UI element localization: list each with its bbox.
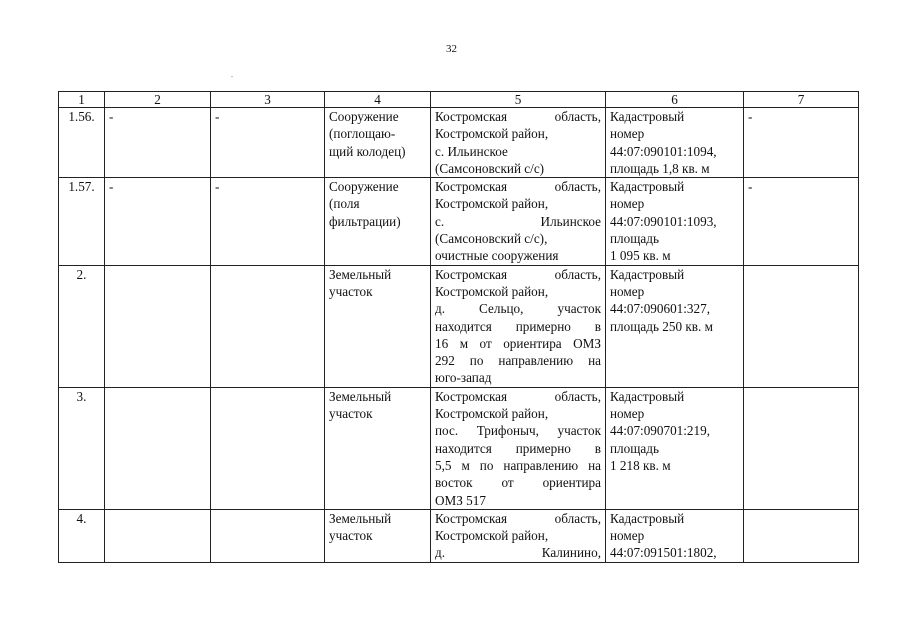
text-line: Костромская область, <box>435 510 601 526</box>
text-line: находится примерно в <box>435 440 601 456</box>
text-line: номер <box>610 283 645 299</box>
text-line: Костромской район, <box>435 528 549 544</box>
column-header: 2 <box>105 92 211 108</box>
text-line: 44:07:090601:327, <box>610 301 711 317</box>
text-line: Костромская область, <box>435 179 601 195</box>
column-header: 5 <box>431 92 606 108</box>
cell-col3: - <box>211 108 325 178</box>
text-line: (поля <box>329 196 360 212</box>
text-line: д. Калинино, <box>435 545 601 561</box>
object-type <box>325 265 431 387</box>
cell-col7: - <box>744 178 859 265</box>
text-line: восток от ориентира <box>435 475 601 491</box>
table-row <box>59 387 859 509</box>
address <box>431 509 606 562</box>
table-row <box>59 509 859 562</box>
cell-col3 <box>211 509 325 562</box>
text-line: Сооружение <box>329 109 399 124</box>
row-number: 4. <box>59 509 105 562</box>
table-row <box>59 178 859 265</box>
text-line: (Самсоновский с/с), <box>435 231 548 247</box>
text-line: номер <box>610 528 645 544</box>
object-type <box>325 178 431 265</box>
text-line: 16 м от ориентира ОМЗ <box>435 335 601 351</box>
registry-table <box>58 91 859 563</box>
text-line: Кадастровый <box>610 109 685 124</box>
text-line: пос. Трифоныч, участок <box>435 423 601 439</box>
text-line: находится примерно в <box>435 318 601 334</box>
text-line: очистные сооружения <box>435 248 559 264</box>
object-type <box>325 108 431 178</box>
text-line: Костромская область, <box>435 266 601 282</box>
text-line: щий колодец) <box>329 143 406 159</box>
text-line: Костромской район, <box>435 196 549 212</box>
address <box>431 178 606 265</box>
text-line: Земельный <box>329 510 392 526</box>
text-line: Земельный <box>329 388 392 404</box>
text-line: с. Ильинское <box>435 143 508 159</box>
object-type <box>325 509 431 562</box>
cell-col7: - <box>744 108 859 178</box>
address <box>431 265 606 387</box>
text-line: Кадастровый <box>610 388 685 404</box>
text-line: 1 218 кв. м <box>610 457 671 473</box>
text-line: 44:07:091501:1802, <box>610 545 717 561</box>
text-line: 292 по направлению на <box>435 353 601 369</box>
text-line: Кадастровый <box>610 266 685 282</box>
page-number: 32 <box>446 43 457 55</box>
text-line: площадь <box>610 440 659 456</box>
column-header: 3 <box>211 92 325 108</box>
table-header <box>59 92 859 108</box>
text-line: Костромской район, <box>435 406 549 422</box>
scan-speck <box>231 76 233 77</box>
column-header: 6 <box>606 92 744 108</box>
text-line: 1 095 кв. м <box>610 248 671 264</box>
table-row <box>59 108 859 178</box>
row-number: 1.57. <box>59 178 105 265</box>
text-line: участок <box>329 528 373 544</box>
column-header: 4 <box>325 92 431 108</box>
text-line: с. Ильинское <box>435 213 601 229</box>
text-line: Сооружение <box>329 179 399 195</box>
row-number: 1.56. <box>59 108 105 178</box>
text-line: номер <box>610 126 645 142</box>
column-header: 7 <box>744 92 859 108</box>
cell-col7 <box>744 265 859 387</box>
text-line: фильтрации) <box>329 213 401 229</box>
text-line: (поглощаю- <box>329 126 396 142</box>
cadastral-info <box>606 265 744 387</box>
cadastral-info <box>606 509 744 562</box>
text-line: Костромской район, <box>435 126 549 142</box>
text-line: Костромская область, <box>435 388 601 404</box>
object-type <box>325 387 431 509</box>
table-row <box>59 265 859 387</box>
cell-col7 <box>744 387 859 509</box>
cell-col3: - <box>211 178 325 265</box>
text-line: д. Сельцо, участок <box>435 301 601 317</box>
cell-col2: - <box>105 178 211 265</box>
address <box>431 108 606 178</box>
text-line: Кадастровый <box>610 510 685 526</box>
text-line: Земельный <box>329 266 392 282</box>
column-header: 1 <box>59 92 105 108</box>
cadastral-info <box>606 108 744 178</box>
text-line: участок <box>329 406 373 422</box>
row-number: 3. <box>59 387 105 509</box>
text-line: (Самсоновский с/с) <box>435 160 545 176</box>
address <box>431 387 606 509</box>
text-line: Кадастровый <box>610 179 685 195</box>
text-line: площадь 250 кв. м <box>610 318 713 334</box>
text-line: Костромской район, <box>435 283 549 299</box>
text-line: 44:07:090101:1093, <box>610 213 717 229</box>
cell-col7 <box>744 509 859 562</box>
cell-col3 <box>211 265 325 387</box>
cell-col2: - <box>105 108 211 178</box>
text-line: Костромская область, <box>435 109 601 124</box>
cadastral-info <box>606 387 744 509</box>
text-line: 44:07:090701:219, <box>610 423 711 439</box>
cell-col2 <box>105 509 211 562</box>
text-line: 44:07:090101:1094, <box>610 143 717 159</box>
text-line: ОМЗ 517 <box>435 492 486 508</box>
text-line: 5,5 м по направлению на <box>435 457 601 473</box>
text-line: номер <box>610 196 645 212</box>
cell-col2 <box>105 387 211 509</box>
cadastral-info <box>606 178 744 265</box>
row-number: 2. <box>59 265 105 387</box>
text-line: площадь 1,8 кв. м <box>610 160 710 176</box>
header-row <box>59 92 859 108</box>
cell-col3 <box>211 387 325 509</box>
text-line: участок <box>329 283 373 299</box>
text-line: площадь <box>610 231 659 247</box>
cell-col2 <box>105 265 211 387</box>
text-line: юго-запад <box>435 370 492 386</box>
text-line: номер <box>610 406 645 422</box>
